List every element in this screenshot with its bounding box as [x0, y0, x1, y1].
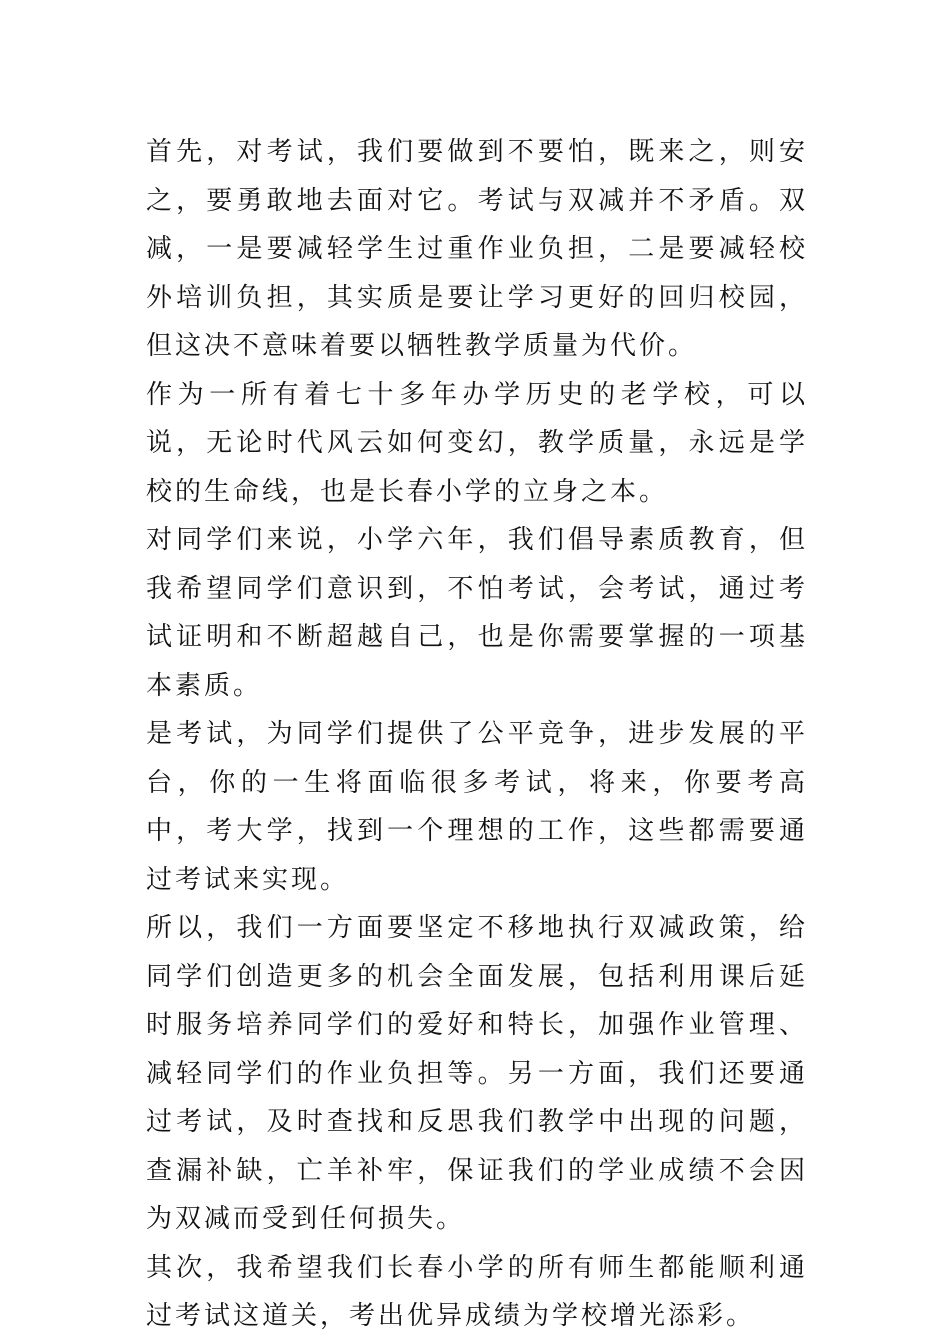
body-text	[146, 128, 808, 1341]
paragraph: 是考试，为同学们提供了公平竞争，进步发展的平台，你的一生将面临很多考试，将来，你要考高中，考大学，找到一个理想的工作，这些都需要通过考试来实现。	[146, 719, 808, 895]
paragraph: 所以，我们一方面要坚定不移地执行双减政策，给同学们创造更多的机会全面发展，包括利用课后延时服务培养同学们的爱好和特长，加强作业管理、减轻同学们的作业负担等。另一方面，我们还要通过考试，及时查找和反思我们教学中出现的问题，查漏补缺，亡羊补牢，保证我们的学业成绩不会因为双减而受到任何损失。	[146, 913, 808, 1234]
paragraph: 作为一所有着七十多年办学历史的老学校，可以说，无论时代风云如何变幻，教学质量，永远是学校的生命线，也是长春小学的立身之本。	[146, 379, 808, 507]
paragraph: 其次，我希望我们长春小学的所有师生都能顺利通过考试这道关，考出优异成绩为学校增光添彩。	[146, 1252, 808, 1331]
paragraph: 首先，对考试，我们要做到不要怕，既来之，则安之，要勇敢地去面对它。考试与双减并不矛盾。双减，一是要减轻学生过重作业负担，二是要减轻校外培训负担，其实质是要让学习更好的回归校园，但这决不意味着要以牺牲教学质量为代价。	[146, 137, 808, 361]
paragraph: 对同学们来说，小学六年，我们倡导素质教育，但我希望同学们意识到，不怕考试，会考试，通过考试证明和不断超越自己，也是你需要掌握的一项基本素质。	[146, 525, 808, 701]
